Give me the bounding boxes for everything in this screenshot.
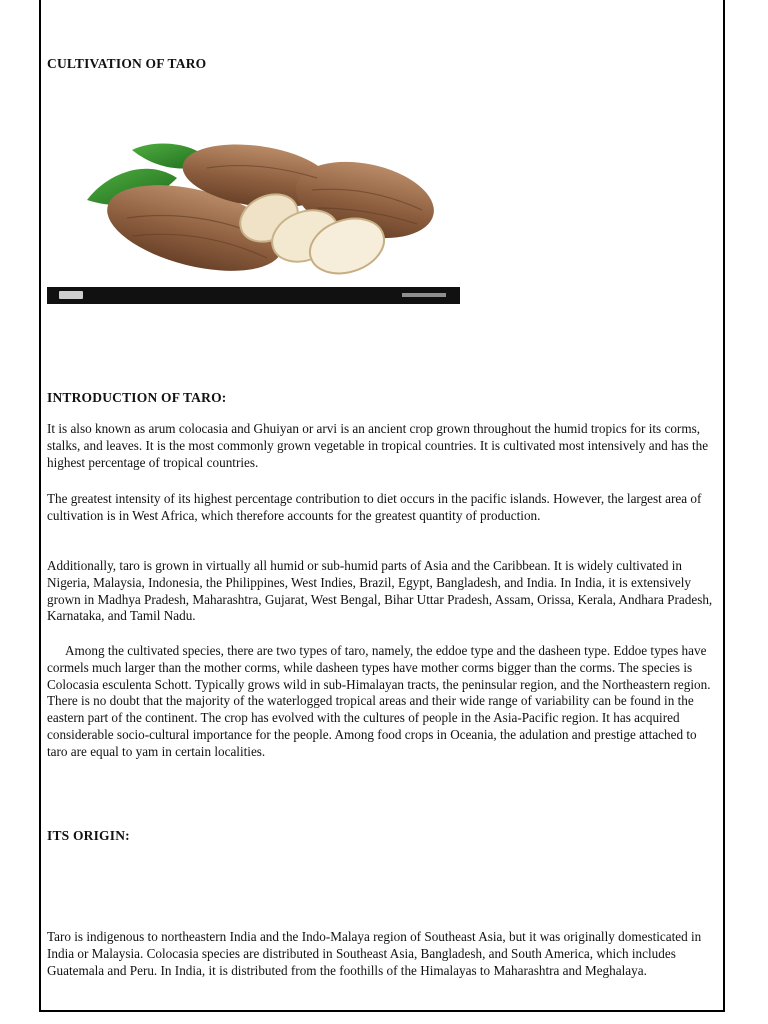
document-title: CULTIVATION OF TARO [47,56,207,71]
section-heading-introduction: INTRODUCTION OF TARO: [47,390,227,405]
watermark-logo [59,291,83,299]
watermark-tag [402,293,446,297]
photo-watermark-bar [47,287,460,304]
origin-paragraph-1: Taro is indigenous to northeastern India and the Indo-Malaya region of Southeast Asia, but it was originally domesticated in India or Malaysia. Colocasia species are distributed in Southeast Asia, Bangladesh, and South America, which includes Guatemala and Peru. In India, it is distributed from the foothills of the Himalayas to Maharashtra and Meghalaya. [47,929,702,978]
intro-paragraph-4: Among the cultivated species, there are two types of taro, namely, the eddoe type and the dasheen type. Eddoe types have cormels much larger than the mother corms, while dasheen types have mother corms bigger than the corms. The species is Colocasia esculenta Schott. Typically grows wild in sub-Himalayan tracts, the peninsular region, and the Northeastern region. There is no doubt that the majority of the waterlogged tropical areas and their wide range of variability can be found in the eastern part of the continent. The crop has evolved with the cultures of people in the Asia-Pacific region. It has acquired considerable socio-cultural importance for the people. Among food crops in Oceania, the adulation and prestige attached to taro are equal to yam in certain localities. [47,643,711,759]
taro-photo [47,118,460,304]
section-heading-origin: ITS ORIGIN: [47,828,130,843]
intro-paragraph-3: Additionally, taro is grown in virtually all humid or sub-humid parts of Asia and the Caribbean. It is widely cultivated in Nigeria, Malaysia, Indonesia, the Philippines, West Indies, Brazil, Egypt, Bangladesh, and India. In India, it is extensively grown in Madhya Pradesh, Maharashtra, Gujarat, West Bengal, Bihar Uttar Pradesh, Assam, Orissa, Kerala, Andhara Pradesh, Karnataka, and Tamil Nadu. [47,558,713,624]
intro-paragraph-2: The greatest intensity of its highest percentage contribution to diet occurs in the pacific islands. However, the largest area of cultivation is in West Africa, which therefore accounts for the greatest quantity of production. [47,491,702,523]
intro-paragraph-1: It is also known as arum colocasia and Ghuiyan or arvi is an ancient crop grown throughout the humid tropics for its corms, stalks, and leaves. It is the most commonly grown vegetable in tropical countries. It is cultivated most intensively and has the highest percentage of tropical countries. [47,421,709,470]
